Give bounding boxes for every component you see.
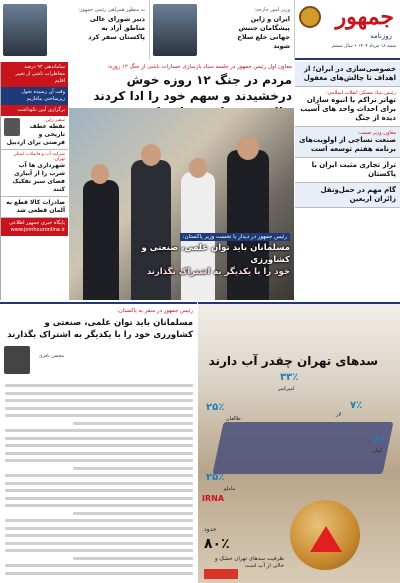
website-band[interactable] bbox=[1, 218, 68, 236]
left-title: شهرداری ها آب شرب را از آبیاری فضای سبز تفکیک کنند bbox=[12, 162, 65, 193]
dam-name: طالقان bbox=[226, 416, 241, 422]
photo-figure-head bbox=[91, 164, 109, 184]
article-byline bbox=[4, 346, 64, 376]
text-line bbox=[5, 489, 193, 492]
text-line bbox=[73, 422, 193, 425]
right-kicker: معاون وزیر صمت: bbox=[357, 130, 396, 136]
top-kicker: وزیر امور خارجه: bbox=[254, 7, 290, 13]
left-column bbox=[0, 62, 68, 300]
avatar bbox=[4, 118, 20, 136]
photo-caption[interactable] bbox=[140, 223, 290, 278]
percent-label: حدود bbox=[204, 526, 217, 533]
photo-figure-head bbox=[141, 144, 161, 166]
right-headline[interactable] bbox=[295, 87, 400, 127]
newspaper-logo[interactable]: جمهور bbox=[335, 4, 394, 30]
website-label: پایگاه خبری جمهور اطلاعی bbox=[8, 220, 65, 226]
warning-sign-icon bbox=[310, 526, 342, 552]
top-headline-1[interactable] bbox=[0, 0, 150, 60]
left-band[interactable]: برگزاری آیین نکوداشت bbox=[1, 105, 68, 116]
website-url[interactable]: www.jomhouronline.ir bbox=[10, 227, 65, 233]
main-kicker: معاون اول رئیس جمهور در جلسه ستاد بازسازی خسارات ناشی از جنگ ۱۲ روزه: bbox=[107, 64, 292, 70]
text-line bbox=[5, 399, 193, 402]
dam-value: ۶٪ bbox=[374, 434, 387, 445]
text-line bbox=[73, 467, 193, 470]
text-line bbox=[5, 444, 193, 447]
main-headline[interactable]: مردم در جنگ ۱۲ روزه خوش درخشیدند و سهم خود را ادا کردند bbox=[93, 73, 292, 103]
article bbox=[0, 302, 197, 583]
right-title: تراز تجاری مثبت ایران با پاکستان bbox=[311, 161, 396, 178]
dam-value: ۲۵٪ bbox=[206, 472, 225, 483]
top-photo-1 bbox=[3, 4, 47, 56]
left-title: نقطه عطف تاریخی و فرصتی برای اردبیل bbox=[6, 123, 65, 146]
issue-info: شنبه ۱۸ مرداد ۱۴۰۴ • سال ششم bbox=[331, 44, 396, 49]
photo-figure-head bbox=[237, 136, 259, 160]
dam-value: ۲۵٪ bbox=[206, 402, 225, 413]
right-headline[interactable] bbox=[295, 62, 400, 87]
right-title: تهاتر تراکم با انبوه سازان برای احداث واحد های آسیب دیده از جنگ bbox=[300, 96, 396, 122]
right-column bbox=[295, 62, 400, 300]
right-headline[interactable] bbox=[295, 158, 400, 183]
dam-name: لتیان bbox=[372, 448, 382, 454]
masthead bbox=[295, 0, 400, 60]
text-line bbox=[5, 504, 193, 507]
top-photo-2 bbox=[153, 4, 197, 56]
text-line bbox=[5, 564, 193, 567]
dam-name: لار bbox=[336, 412, 342, 418]
dam-name: امیرکبیر bbox=[278, 386, 295, 392]
left-headline[interactable] bbox=[1, 197, 68, 218]
top-kicker: به منظور همراهی رئیس جمهور: bbox=[78, 7, 145, 13]
seal-logo-icon bbox=[299, 6, 321, 28]
left-kicker: سفیر ژاپن: bbox=[44, 118, 65, 123]
text-line bbox=[5, 392, 193, 395]
main-story bbox=[69, 62, 294, 300]
reservoir-map bbox=[212, 422, 393, 474]
text-line bbox=[73, 512, 193, 515]
text-line bbox=[5, 534, 193, 537]
text-line bbox=[5, 474, 193, 477]
top-title: دبیر شورای عالی مناطق آزاد به پاکستان سفر کرد bbox=[88, 15, 145, 41]
text-line bbox=[5, 459, 193, 462]
photo-figure bbox=[83, 180, 119, 300]
right-kicker: رئیس بنیاد مسکن انقلاب اسلامی: bbox=[325, 90, 396, 96]
top-title: ایران و ژاپن پیشگامان جنبش جهانی خلع سلاح شوند bbox=[237, 15, 290, 50]
article-headline[interactable]: مسلمانان باید توان علمی، صنعتی و کشاورزی خود را با یکدیگر به اشتراک بگذارند bbox=[7, 318, 193, 340]
main-photo bbox=[69, 108, 294, 300]
right-title: خصوصی‌سازی در ایران؛ از اهداف تا چالش‌های مغفول bbox=[303, 65, 396, 82]
left-band[interactable]: ساماندهی ۹۲ درصد مخاطرات ناشی از تغییر اقلیم bbox=[1, 62, 68, 87]
text-line bbox=[5, 452, 193, 455]
left-headline[interactable] bbox=[1, 150, 68, 197]
text-line bbox=[5, 384, 193, 387]
author-avatar bbox=[4, 346, 30, 374]
author-name: محسن باقری bbox=[39, 354, 64, 359]
photo-figure-head bbox=[189, 158, 207, 178]
photo-title-line: خود را با یکدیگر به اشتراک بگذارند bbox=[146, 267, 290, 277]
text-line bbox=[5, 429, 193, 432]
left-title: صادرات کالا قطع به آلمان قطعی شد bbox=[6, 199, 65, 214]
dam-value: ۳۳٪ bbox=[280, 372, 299, 383]
left-band[interactable]: وقت آن رسیده تحول زیرساختی بیاغازیم bbox=[1, 87, 68, 105]
right-title: گام مهم در حمل‌ونقل زائران اربعین bbox=[320, 186, 396, 203]
left-headline[interactable] bbox=[1, 116, 68, 150]
text-line bbox=[73, 557, 193, 560]
percent-value: ۸۰٪ bbox=[204, 536, 230, 552]
logo-subtitle: روزنامه bbox=[370, 32, 392, 40]
text-line bbox=[5, 482, 193, 485]
text-line bbox=[5, 527, 193, 530]
text-line bbox=[5, 519, 193, 522]
infographic bbox=[198, 302, 400, 583]
text-line bbox=[5, 437, 193, 440]
right-headline[interactable] bbox=[295, 127, 400, 158]
text-line bbox=[5, 414, 193, 417]
text-line bbox=[5, 549, 193, 552]
photo-title-line: مسلمانان باید توان علمی، صنعتی و کشاورزی bbox=[141, 243, 290, 265]
right-headline[interactable] bbox=[295, 183, 400, 208]
photo-kicker: رئیس جمهور در دیدار با نخست وزیر پاکستان: bbox=[180, 233, 290, 241]
corner-tag bbox=[204, 569, 238, 579]
top-headline-2[interactable] bbox=[150, 0, 295, 60]
infographic-caption: ظرفیت سدهای تهران خشک و خالی از آب است bbox=[214, 556, 284, 569]
text-line bbox=[5, 407, 193, 410]
dam-value: ۷٪ bbox=[350, 400, 363, 411]
article-kicker: رئیس جمهور در سفر به پاکستان: bbox=[116, 308, 193, 314]
text-line bbox=[5, 542, 193, 545]
left-kicker: شرکت آب و فاضلاب استان تهران: bbox=[13, 152, 65, 162]
source-logo: IRNA bbox=[202, 494, 225, 503]
dam-name: ماملو bbox=[224, 486, 236, 492]
text-line bbox=[5, 497, 193, 500]
right-title: صنعت نساجی از اولویت‌های برنامه هفتم توسعه است bbox=[299, 136, 396, 153]
text-line bbox=[5, 572, 193, 575]
infographic-title: سدهای تهران چقدر آب دارند bbox=[208, 354, 378, 368]
